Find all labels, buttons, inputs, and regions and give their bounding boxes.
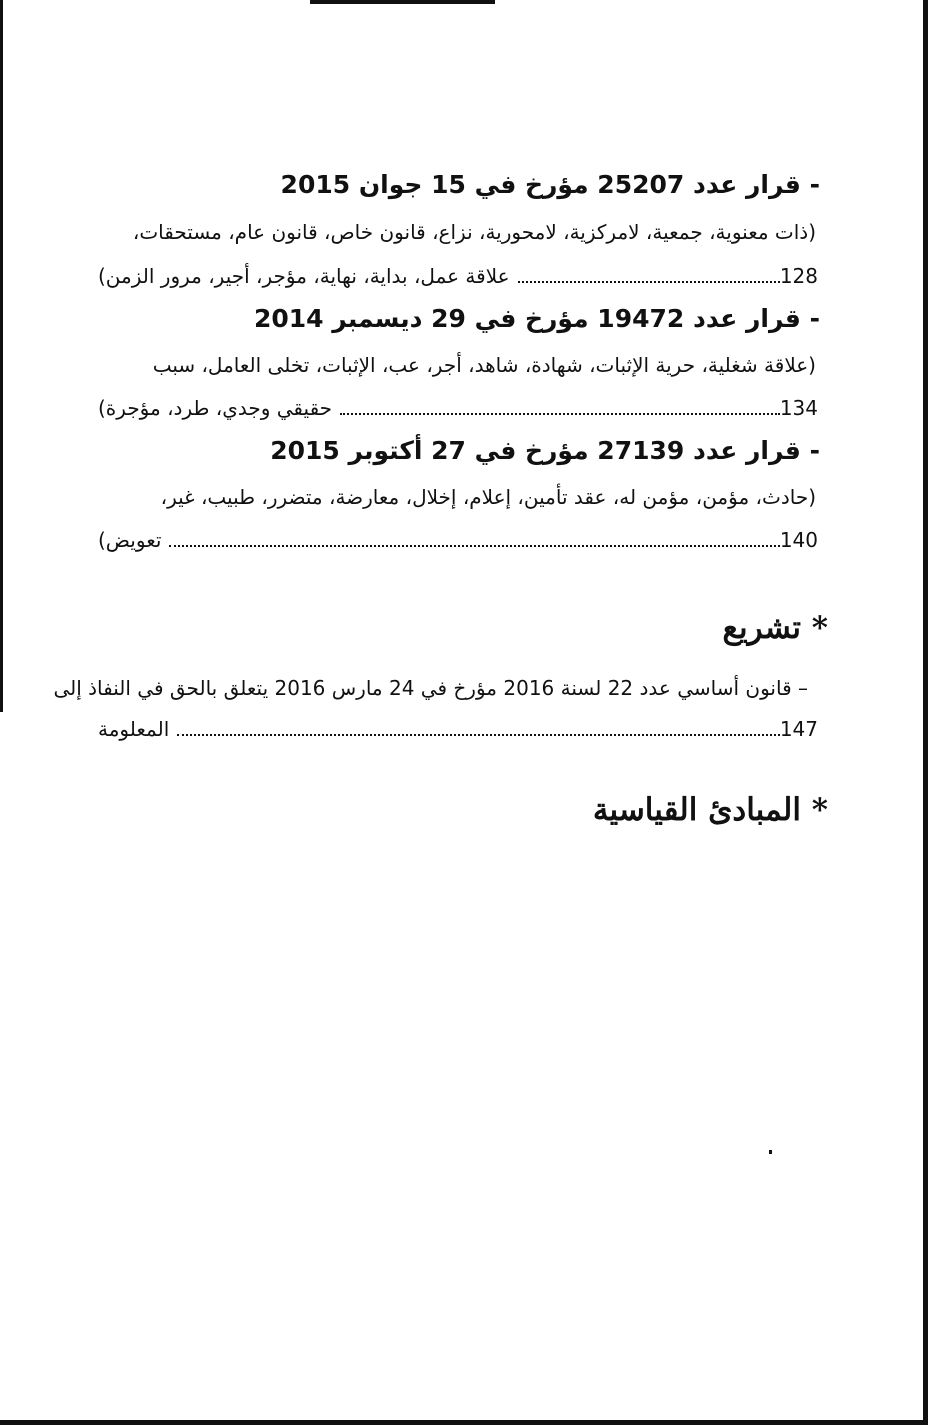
dot-leader — [340, 413, 780, 415]
page-right-edge — [923, 0, 928, 1425]
decision-keywords: (حادث، مؤمن، مؤمن له، عقد تأمين، إعلام، إخلال، معارضة، متضرر، طبيب، غير، — [160, 485, 816, 509]
toc-entry[interactable] — [90, 717, 818, 751]
decision-keywords: (علاقة شغلية، حرية الإثبات، شهادة، شاهد، أجر، عب، الإثبات، تخلى العامل، سبب — [152, 353, 816, 377]
page-bottom-edge — [0, 1420, 928, 1425]
page-top-edge — [310, 0, 495, 4]
section-title-legislation: * تشريع — [722, 610, 828, 646]
scan-speck — [769, 1150, 772, 1154]
dot-leader — [169, 545, 779, 547]
toc-entry[interactable] — [90, 528, 818, 562]
decision-keywords: (ذات معنوية، جمعية، لامركزية، لامحورية، نزاع، قانون خاص، قانون عام، مستحقات، — [132, 220, 816, 244]
decision-keywords: حقيقي وجدي، طرد، مؤجرة) — [98, 396, 333, 420]
decision-heading: - قرار عدد 19472 مؤرخ في 29 ديسمبر 2014 — [253, 304, 820, 333]
legislation-entry: – قانون أساسي عدد 22 لسنة 2016 مؤرخ في 24 مارس 2016 يتعلق بالحق في النفاذ إلى — [53, 676, 808, 700]
page-number: 134 — [779, 396, 818, 420]
legislation-entry: المعلومة — [98, 717, 170, 741]
decision-keywords: علاقة عمل، بداية، نهاية، مؤجر، أجير، مرور الزمن) — [98, 264, 510, 288]
page-number: 140 — [779, 528, 818, 552]
decision-keywords: تعويض) — [98, 528, 162, 552]
dot-leader — [177, 734, 780, 736]
section-title-principles: * المبادئ القياسية — [592, 792, 828, 828]
page-number: 128 — [779, 264, 818, 288]
toc-entry[interactable] — [90, 396, 818, 430]
dot-leader — [518, 281, 780, 283]
decision-heading: - قرار عدد 25207 مؤرخ في 15 جوان 2015 — [280, 170, 820, 199]
page-left-edge — [0, 0, 3, 712]
page-number: 147 — [779, 717, 818, 741]
toc-entry[interactable] — [90, 264, 818, 298]
decision-heading: - قرار عدد 27139 مؤرخ في 27 أكتوبر 2015 — [270, 436, 820, 465]
